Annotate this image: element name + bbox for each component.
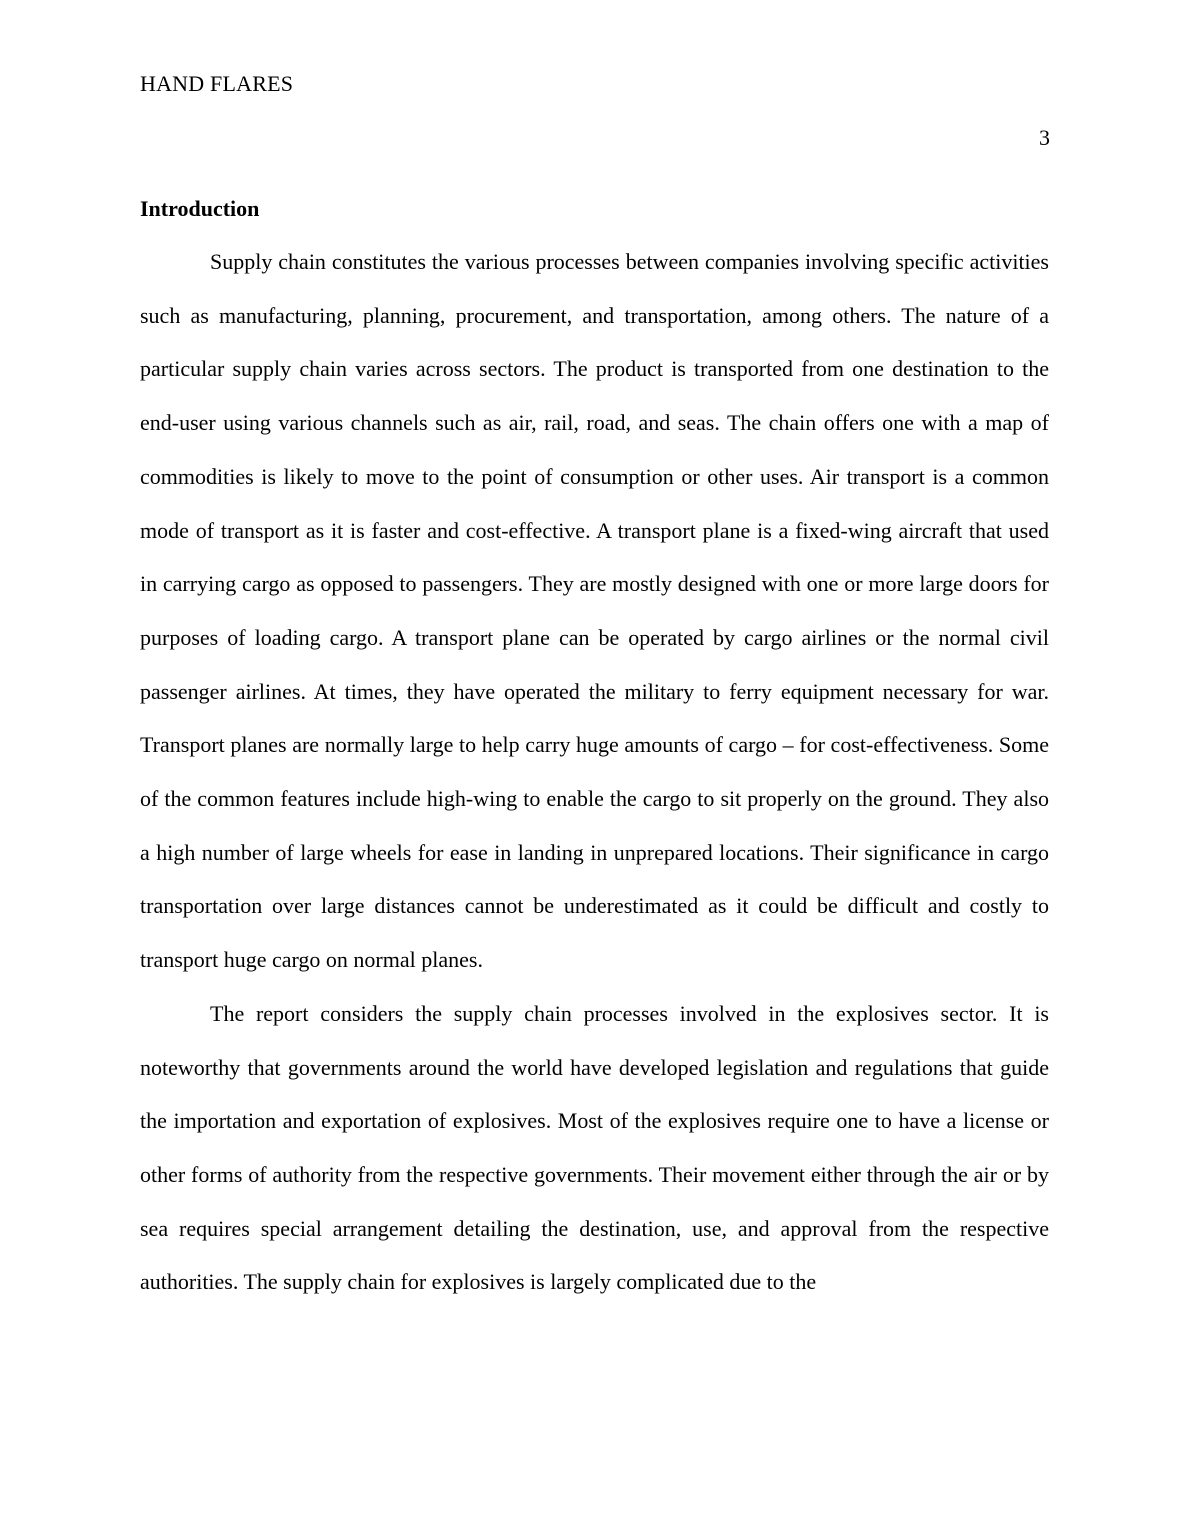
paragraph-1: Supply chain constitutes the various processes between companies involving specific activities such as manufacturing, planning, procurement, and transportation, among others. The nature of a particular supply chain varies across sectors. The product is transported from one destination to the end-user using various channels such as air, rail, road, and seas. The chain offers one with a map of commodities is likely to move to the point of consumption or other uses. Air transport is a common mode of transport as it is faster and cost-effective. A transport plane is a fixed-wing aircraft that used in carrying cargo as opposed to passengers. They are mostly designed with one or more large doors for purposes of loading cargo. A transport plane can be operated by cargo airlines or the normal civil passenger airlines. At times, they have operated the military to ferry equipment necessary for war. Transport planes are normally large to help carry huge amounts of cargo – for cost-effectiveness. Some of the common features include high-wing to enable the cargo to sit properly on the ground. They also a high number of large wheels for ease in landing in unprepared locations. Their significance in cargo transportation over large distances cannot be underestimated as it could be difficult and costly to transport huge cargo on normal planes. — [140, 249, 1049, 973]
running-head: HAND FLARES — [140, 71, 294, 96]
section-heading: Introduction — [140, 196, 260, 221]
body-text — [140, 235, 1049, 1309]
page-number: 3 — [1039, 125, 1050, 150]
paragraph-2: The report considers the supply chain processes involved in the explosives sector. It is noteworthy that governments around the world have developed legislation and regulations that guide the importation and exportation of explosives. Most of the explosives require one to have a license or other forms of authority from the respective governments. Their movement either through the air or by sea requires special arrangement detailing the destination, use, and approval from the respective authorities. The supply chain for explosives is largely complicated due to the — [140, 1000, 1049, 1295]
